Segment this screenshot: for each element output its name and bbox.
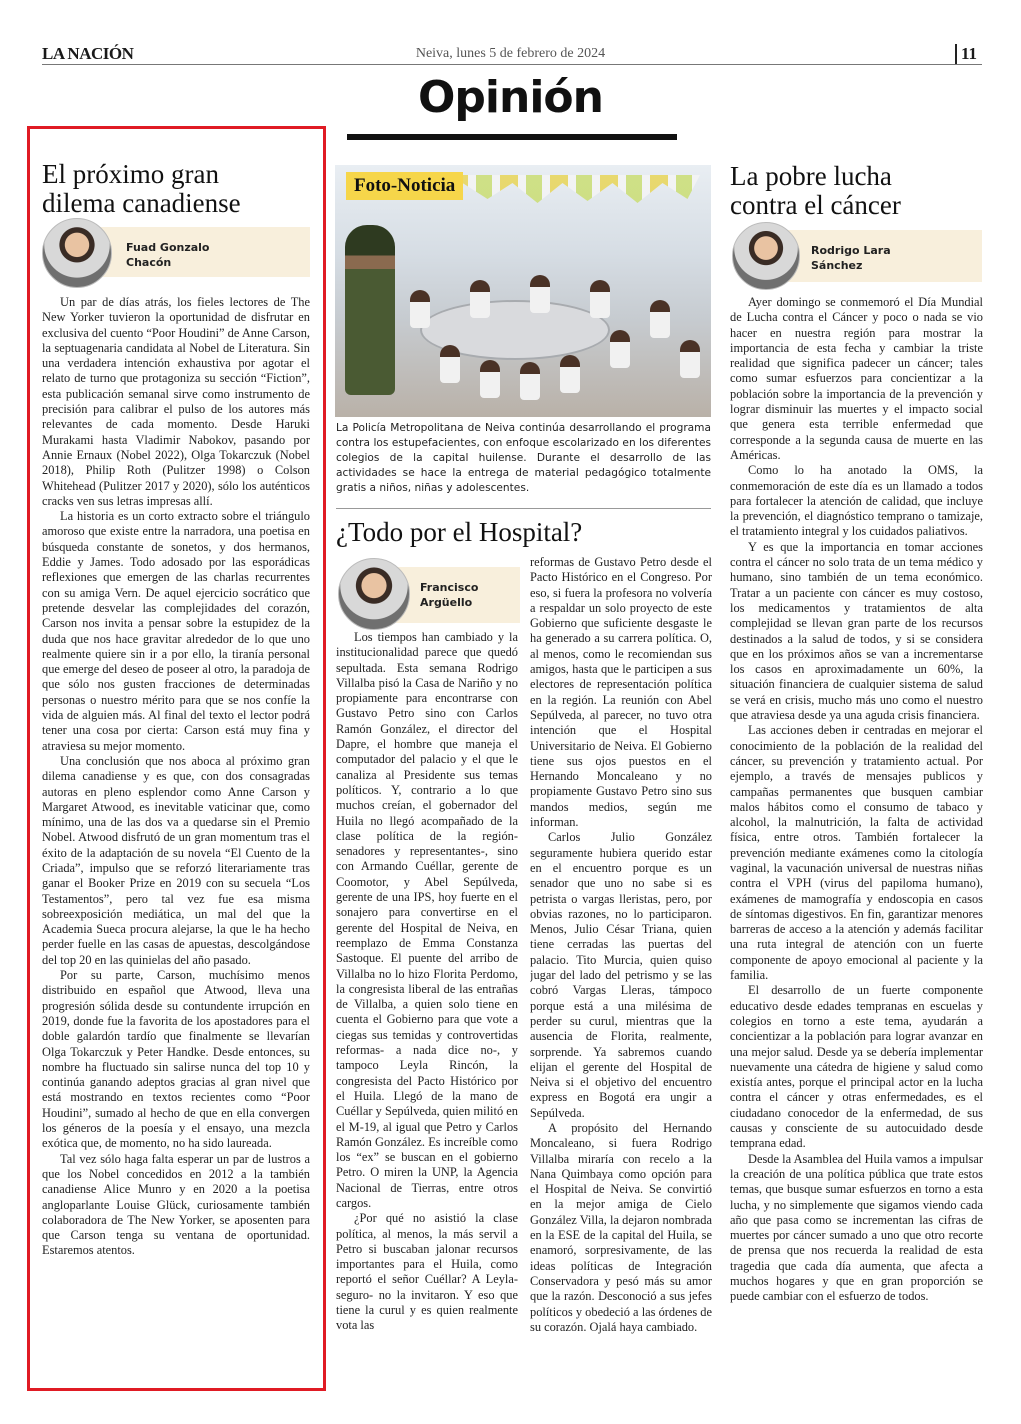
- child-figure: [650, 300, 670, 338]
- issue-date: Neiva, lunes 5 de febrero de 2024: [415, 46, 606, 61]
- section-underline: [347, 134, 677, 140]
- child-figure: [480, 360, 500, 398]
- child-figure: [470, 280, 490, 318]
- paragraph: A propósito del Hernando Moncaleano, si fuera Rodrigo Villalba miraría con recelo a la Nana Quimbaya como opción para el Hospital de Neiva. Se convirtió en la mejor amiga de Cielo González Villa, la dejaron nombrada en la ESE de la capital del Huila, se enamoró, sorpresivamente, de las ideas políticas de Integración Conservadora y pesó más su amor que la razón. Desconoció a sus jefes políticos y obedeció a las órdenes de su corazón. Ojalá haya cambiado.: [530, 1120, 712, 1334]
- middle-article-title: ¿Todo por el Hospital?: [336, 517, 583, 547]
- right-author-line-2: Sánchez: [811, 259, 863, 272]
- paragraph: Una conclusión que nos aboca al próximo gran dilema canadiense y es que, con dos consagradas autoras en pleno esplendor como Anne Carson y Margaret Atwood, es inevitable vaticinar que, como mínimo, una de las dos va a quedarse sin el Premio Nobel. Atwood disfrutó de un gran momentum tras el éxito de la adaptación de su novela “El Cuento de la Criada”, impulso que se reforzó literariamente tras ganar el Booker Prize en 2019 con su secuela “Los Testamentos”, pero tal vez fue esa misma sobreexposición mediática, un mal del que la Academia Sueca procura alejarse, la que le ha hecho perder fuelle en las casas de apuestas, descolgándose del top 20 en las quinielas del año pasado.: [42, 753, 310, 967]
- classroom-decorations: [450, 175, 700, 215]
- photo-caption: La Policía Metropolitana de Neiva continúa desarrollando el programa contra los estupefacientes, con enfoque escolarizado en los diferentes colegios de la capital huilense. Durante el desarrollo de las actividades se hace la entrega de material pedagógico totalmente gratis a niños, niñas y adolescentes.: [336, 422, 711, 494]
- child-figure: [440, 345, 460, 383]
- left-title-line-2: dilema canadiense: [42, 188, 241, 219]
- newspaper-logo: LA NACIÓN: [42, 44, 134, 63]
- right-article-title: [730, 162, 990, 220]
- author-photo-fuad: [42, 218, 112, 288]
- middle-article-body-col1: [336, 630, 518, 1380]
- left-article-body: [42, 295, 310, 1380]
- caption-divider: [336, 508, 711, 509]
- child-figure: [680, 340, 700, 378]
- left-author-line-1: Fuad Gonzalo: [126, 241, 210, 254]
- child-figure: [530, 275, 550, 313]
- middle-author-name: [420, 580, 478, 610]
- paragraph: Y es que la importancia en tomar acciones contra el cáncer no solo trata de un tema médico y humano, sino también de un tema económico. Tratar a un paciente con cáncer es muy costoso, los medicamentos y tratamientos de alta complejidad se llevan gran parte de los recursos destinados a la salud de todos, y si se considera que en los próximos años se van a incrementarse los casos en aproximadamente un 60%, la situación financiera de cualquier sistema de salud se verá en crisis, mucho más uno como el nuestro que atraviesa desde ya una aguda crisis financiera.: [730, 539, 983, 723]
- paragraph: Carlos Julio González seguramente hubiera querido estar en el encuentro porque es un senador que uno no sabe si es petrista o vargas lleristas, pero, por obvias razones, no lo participaron. Menos, Julio César Triana, quien tiene cerradas las puertas del palacio. Tito Murcia, quien quiso jugar del lado del petrismo y se las cobró Vargas Lleras, támpoco porque está a una milésima de perder su curul, mientras que la ausencia de Florita, realmente, sorprende. Ya sabremos cuando elijan el gerente del Hospital de Neiva si el objetivo del encuentro express en Bogotá era ungir a Sepúlveda.: [530, 830, 712, 1120]
- left-article-title: [42, 160, 317, 218]
- paragraph: Tal vez sólo haga falta esperar un par de lustros a que los Nobel concedidos en 2012 a la también canadiense Alice Munro y en 2020 a la poetisa angloparlante Louise Glück, curiosamente también colaboradora de The New Yorker, se aposenten para que Carson tenga su ventana de oportunidad. Estaremos atentos.: [42, 1151, 310, 1258]
- child-figure: [610, 330, 630, 368]
- page-number: 11: [955, 44, 977, 64]
- child-figure: [590, 280, 610, 318]
- left-author-line-2: Chacón: [126, 256, 172, 269]
- paragraph: Los tiempos han cambiado y la institucionalidad parece que quedó sepultada. Esta semana Rodrigo Villalba pisó la Casa de Nariño y no propiamente para encontrarse con Gustavo Petro sino con Carlos Ramón González, el director del Dapre, el hombre que maneja el computador del palacio y el que le canaliza al Presidente sus temas políticos. Y, contrario a lo que muchos creían, el gobernador del Huila no llegó acompañado de la clase política de la región- senadores y representantes-, sino con Armando Cuéllar, gerente de Coomotor, y Abel Sepúlveda, gerente de una IPS, hoy fuerte en el sonajero para convertirse en el gerente del Hospital de Neiva, en reemplazo de Emma Constanza Sastoque. El puente del arribo de Villalba no lo hizo Florita Perdomo, la congresista liberal de las entrañas de Villalba, a quien solo tiene en cuenta el Gobierno para que vote a ciegas sus temidas y controvertidas reformas- a nada dice no-, y tampoco Leyla Rincón, la congresista del Pacto Histórico por el Huila. Llegó de la mano de Cuéllar y Sepúlveda, quien militó en el M-19, al igual que Petro y Carlos Ramón González. Es increíble como los “ex” se buscan en el gobierno Petro. O miren la UNP, la Agencia Nacional de Tierras, entre otros cargos.: [336, 630, 518, 1210]
- left-title-line-1: El próximo gran: [42, 159, 219, 189]
- left-author-name: [126, 240, 210, 270]
- paragraph: Por su parte, Carson, muchísimo menos distribuido en español que Atwood, lleva una progresión sólida desde su contundente irrupción en 2019, donde fue la favorita de los apostadores para el doble galardón tardío que finalmente se llevarían Olga Tokarczuk y Peter Handke. Desde entonces, su nombre ha fluctuado sin salirse nunca del top 10 y continúa ganando adeptos gracias al gran nivel que está mostrando en textos recientes como “Poor Houdini”, sumado al hecho de que en ella convergen los géneros de la poesía y el ensayo, una mezcla exótica que, de momento, no ha sido laureada.: [42, 968, 310, 1151]
- paragraph: reformas de Gustavo Petro desde el Pacto Histórico en el Congreso. Por eso, si fuera la profesora no volvería a respaldar un solo proyecto de este Gobierno que suficiente desgaste le ha generado a su carrera política. O, al menos, como le recomiendan sus amigos, hasta que le participen a sus electores de representación política en la región. La reunión con Abel Sepúlveda, al parecer, no tuvo otra intención que el Hospital Universitario de Neiva. El Gobierno tiene sus ojos puestos en el Hernando Moncaleano y no propiamente Gustavo Petro sino sus mandos medios, según me informan.: [530, 555, 712, 830]
- police-officer-figure: [345, 225, 395, 395]
- paragraph: Las acciones deben ir centradas en mejorar el conocimiento de la población de la realidad del cáncer, su prevención y tratamiento actual. Por ejemplo, a través de mensajes publicos y campañas permanentes que busquen cambiar malos hábitos como el consumo de tabaco y alcohol, la malnutrición, la falta de actividad física, entre otros. También fortalecer la prevención mediante exámenes como la citología vaginal, la vacunación universal de nuestras niñas contra el VPH (virus del papiloma humano), exámenes de mamografía y endoscopia en casos de síntomas digestivos. En fin, garantizar menores barreras de acceso a la atención y además facilitar una ruta integral de atención con un fuerte componente de apoyo emocional al paciente y la familia.: [730, 723, 983, 983]
- masthead-divider: [42, 64, 982, 65]
- paragraph: Desde la Asamblea del Huila vamos a impulsar la creación de una política pública que trate estos temas, que busque sumar esfuerzos en torno a esta lucha, y no simplemente que sigamos viendo cada año que pasa como se incrementan las cifras de muertes por cáncer sumado a uno que otro recorte de prensa que nos recuerda la realidad de esta tragedia que cada día aumenta, que afecta a muchos hogares y que en gran proporción se puede cambiar con el esfuerzo de todos.: [730, 1151, 983, 1304]
- child-figure: [410, 290, 430, 328]
- middle-author-line-2: Argüello: [420, 596, 473, 609]
- author-photo-francisco: [338, 558, 410, 630]
- right-title-line-1: La pobre lucha: [730, 161, 892, 191]
- photo-news-label: Foto-Noticia: [346, 172, 463, 200]
- author-photo-rodrigo: [732, 222, 800, 290]
- paragraph: La historia es un corto extracto sobre el triángulo amoroso que existe entre la narradora, una poetisa en búsqueda constante de sonetos, y dos hermanos, Eddie y James. Todo adosado por las esporádicas reflexiones que emergen de las charlas recurrentes con su amiga Vern. De aquel ejercicio socrático que pretende desvelar las complejidades del corazón, Carson nos invita a pensar sobre la estupidez de la duda que nos hace gravitar alrededor de lo que uno realmente quiere sin ir a por ello, la tiranía personal que emerge del deseo de poseer al otro, la paradoja de que sólo nos gusten fracciones de determinadas personas o nuestro mérito para que se nos confíe la vida de alguien más. Al final del texto el lector podrá tener una cosa por cierta: Carson está muy fina y atraviesa su mejor momento.: [42, 509, 310, 753]
- paragraph: Un par de días atrás, los fieles lectores de The New Yorker tuvieron la oportunidad de disfrutar en exclusiva del cuento “Poor Houdini” de Anne Carson, la septuagenaria candidata al Nobel de Literatura. Sin una verdadera intención exhaustiva por agotar el relato de turno que protagoniza su sección “Fiction”, esta publicación semanal sirve como instrumento de precisión para calibrar el pulso de los autores más relevantes de cada momento. Desde Haruki Murakami hasta Vladimir Nabokov, pasando por Annie Ernaux (Nobel 2022), Olga Tokarczuk (Nobel 2018), Philip Roth (Pulitzer 1998) o Colson Whitehead (Pulitzer 2017 y 2020), sólo los auténticos cracks ven sus letras impresas allí.: [42, 295, 310, 508]
- right-author-line-1: Rodrigo Lara: [811, 244, 891, 257]
- child-figure: [560, 355, 580, 393]
- child-figure: [520, 362, 540, 400]
- paragraph: El desarrollo de un fuerte componente educativo desde edades tempranas en escuelas y colegios en torno a este tema, ayudarán a concientizar a la población para lograr avanzar en una mejor salud. Desde ya se debería implementar nuevamente una cátedra de higiene y salud como existía antes, porque el principal actor en la lucha contra el cáncer y otras enfermedades, es el ciudadano conocedor de la enfermedad, de sus causas y consciente de su autocuidado desde temprana edad.: [730, 983, 983, 1151]
- middle-author-line-1: Francisco: [420, 581, 479, 594]
- paragraph: Como lo ha anotado la OMS, la conmemoración de este día es un llamado a todos para fortalecer la atención de calidad, que incluye la prevención, el diagnóstico temprano o tamizaje, el tratamiento integral y los cuidados paliativos.: [730, 463, 983, 539]
- middle-article-body-col2: [530, 555, 712, 1380]
- right-article-body: [730, 295, 983, 1380]
- right-title-line-2: contra el cáncer: [730, 190, 901, 221]
- section-title: Opinión: [418, 72, 603, 123]
- right-author-name: [811, 243, 891, 273]
- paragraph: Ayer domingo se conmemoró el Día Mundial de Lucha contra el Cáncer y poco o nada se vio hacer en nuestra región para mostrar la importancia de esta fecha y cambiar la triste realidad que significa padecer un cáncer; tales como sumar esfuerzos para concientizar a la población sobre la importancia de la prevención y lograr disminuir las muertes y el impacto social que genera esta terrible enfermedad que corresponde a la segunda causa de muerte en las Américas.: [730, 295, 983, 462]
- paragraph: ¿Por qué no asistió la clase política, al menos, la más servil a Petro si buscaban jalonar recursos importantes para el Huila, como reportó el señor Cuéllar? A Leyla- seguro- no la invitaron. Y eso que tiene la curul y es quien realmente vota las: [336, 1211, 518, 1333]
